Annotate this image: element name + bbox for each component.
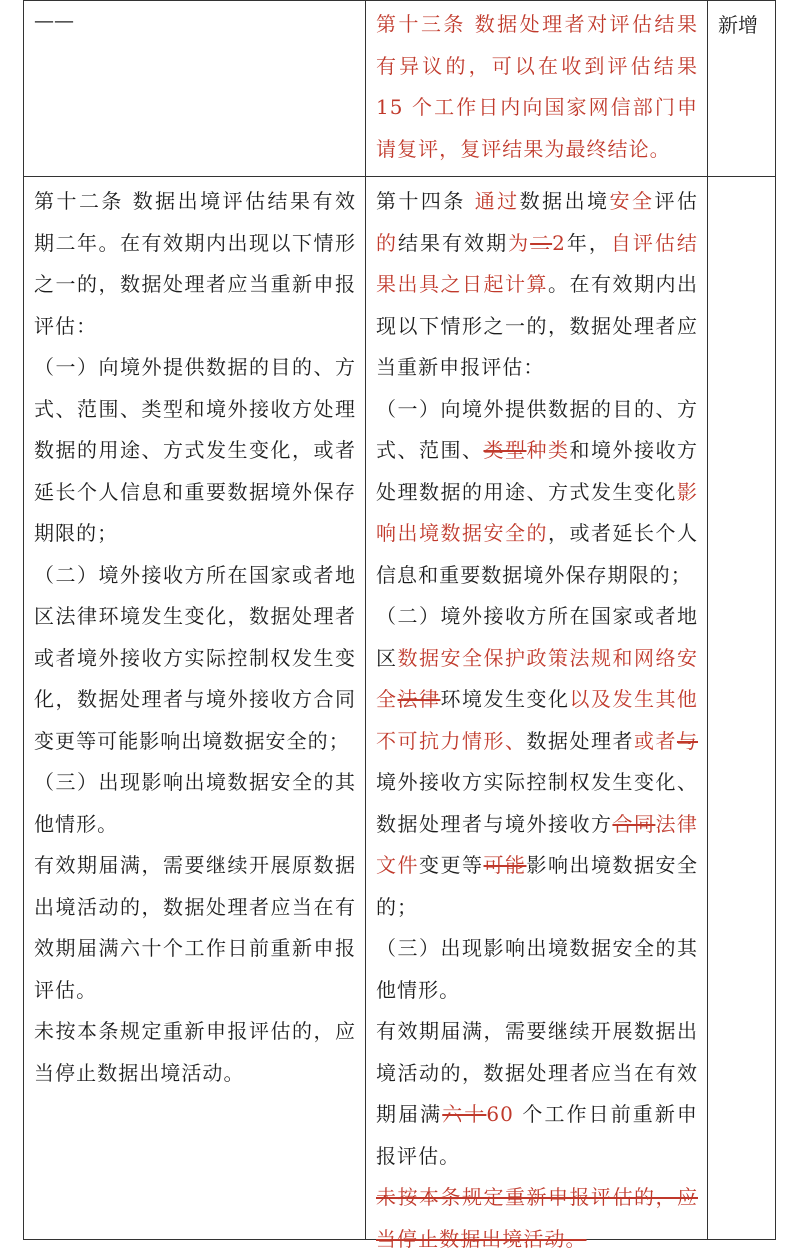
added-segment: 或者 bbox=[633, 728, 677, 753]
new-article-13 bbox=[376, 4, 698, 170]
added-segment: 法律文件 bbox=[376, 811, 698, 877]
old-p3: （二）境外接收方所在国家或者地区法律环境发生变化，数据处理者或者境外接收方实际控制权发生变化，数据处理者与境外接收方合同变更等可能影响出境数据安全的； bbox=[34, 562, 356, 753]
segment: 影响出境数据安全的； bbox=[376, 853, 698, 919]
segment: 结果有效期 bbox=[398, 230, 509, 255]
old-p2: （一）向境外提供数据的目的、方式、范围、类型和境外接收方处理数据的用途、方式发生变化，或者延长个人信息和重要数据境外保存期限的； bbox=[34, 355, 356, 545]
deleted-segment: 法律 bbox=[397, 687, 441, 711]
segment: 。在有效期内出现以下情形之一的，数据处理者应当重新申报评估： bbox=[376, 272, 698, 379]
new-p3 bbox=[376, 596, 698, 928]
new-p6-deleted: 未按本条规定重新申报评估的，应当停止数据出境活动。 bbox=[376, 1185, 698, 1251]
old-p1: 第十二条 数据出境评估结果有效期二年。在有效期内出现以下情形之一的，数据处理者应当重新申报评估： bbox=[34, 189, 356, 338]
added-segment: 以及发生其他不可抗力情形、 bbox=[376, 687, 698, 753]
deleted-segment: 六十 bbox=[442, 1102, 487, 1126]
column-divider-2 bbox=[707, 0, 708, 1240]
new-article-13-text: 第十三条 数据处理者对评估结果有异议的，可以在收到评估结果 15 个工作日内向国家网信部门申请复评，复评结果为最终结论。 bbox=[376, 12, 698, 161]
segment: （一）向境外提供数据的目的、方式、范围、 bbox=[376, 396, 698, 462]
old-p5: 有效期届满，需要继续开展原数据出境活动的，数据处理者应当在有效期届满六十个工作日前重新申报评估。 bbox=[34, 853, 356, 1002]
new-article-14 bbox=[376, 181, 698, 1260]
added-segment: 种类 bbox=[526, 438, 570, 462]
added-segment: 通过 bbox=[474, 189, 520, 213]
new-p2 bbox=[376, 389, 698, 597]
segment: 环境发生变化 bbox=[440, 687, 570, 711]
deleted-segment: 可能 bbox=[483, 853, 527, 877]
comparison-table bbox=[23, 0, 776, 1251]
table-left-rule bbox=[23, 0, 24, 1240]
table-right-rule bbox=[775, 0, 776, 1240]
segment: 有效期届满，需要继续开展数据出境活动的，数据处理者应当在有效期届满 bbox=[376, 1019, 698, 1126]
segment: 变更等 bbox=[419, 853, 484, 877]
segment: 境外接收方实际控制权发生变化、数据处理者与境外接收方 bbox=[376, 770, 698, 836]
added-segment: 影响出境数据安全的 bbox=[376, 479, 698, 545]
segment: 第十四条 bbox=[376, 189, 475, 213]
column-divider-1 bbox=[365, 0, 366, 1240]
deleted-segment: 类型 bbox=[483, 438, 527, 462]
deleted-segment: 与 bbox=[676, 728, 699, 753]
added-segment: 数据安全保护政策法规和网络安全 bbox=[376, 645, 698, 711]
old-article-12 bbox=[34, 181, 356, 1094]
table-top-rule bbox=[23, 0, 776, 1]
added-segment: 的 bbox=[376, 230, 399, 255]
added-segment: 2 bbox=[552, 230, 566, 255]
segment: 年， bbox=[565, 230, 611, 255]
old-p6: 未按本条规定重新申报评估的，应当停止数据出境活动。 bbox=[34, 1019, 356, 1085]
added-segment: 为 bbox=[508, 230, 531, 255]
segment: 个工作日前重新申报评估。 bbox=[376, 1102, 698, 1168]
segment: 数据出境 bbox=[519, 189, 610, 213]
deleted-segment: 二 bbox=[530, 230, 553, 255]
deleted-segment: 合同 bbox=[612, 811, 656, 836]
added-segment: 60 bbox=[486, 1102, 514, 1126]
old-p4: （三）出现影响出境数据安全的其他情形。 bbox=[34, 770, 356, 836]
added-segment: 自评估结果出具之日起计算 bbox=[376, 230, 698, 296]
segment: 评估 bbox=[654, 189, 698, 213]
segment: 和境外接收方处理数据的用途、方式发生变化 bbox=[376, 438, 699, 504]
old-article-placeholder: —— bbox=[34, 8, 74, 32]
note-new: 新增 bbox=[718, 13, 758, 37]
added-segment: 安全 bbox=[609, 189, 655, 213]
segment: （二）境外接收方所在国家或者地区 bbox=[376, 604, 698, 670]
segment: 数据处理者 bbox=[526, 728, 634, 753]
row-divider bbox=[23, 176, 776, 177]
new-p1 bbox=[376, 181, 698, 389]
segment: ，或者延长个人信息和重要数据境外保存期限的； bbox=[376, 521, 698, 587]
new-p5 bbox=[376, 1011, 698, 1177]
new-p4: （三）出现影响出境数据安全的其他情形。 bbox=[376, 936, 698, 1002]
